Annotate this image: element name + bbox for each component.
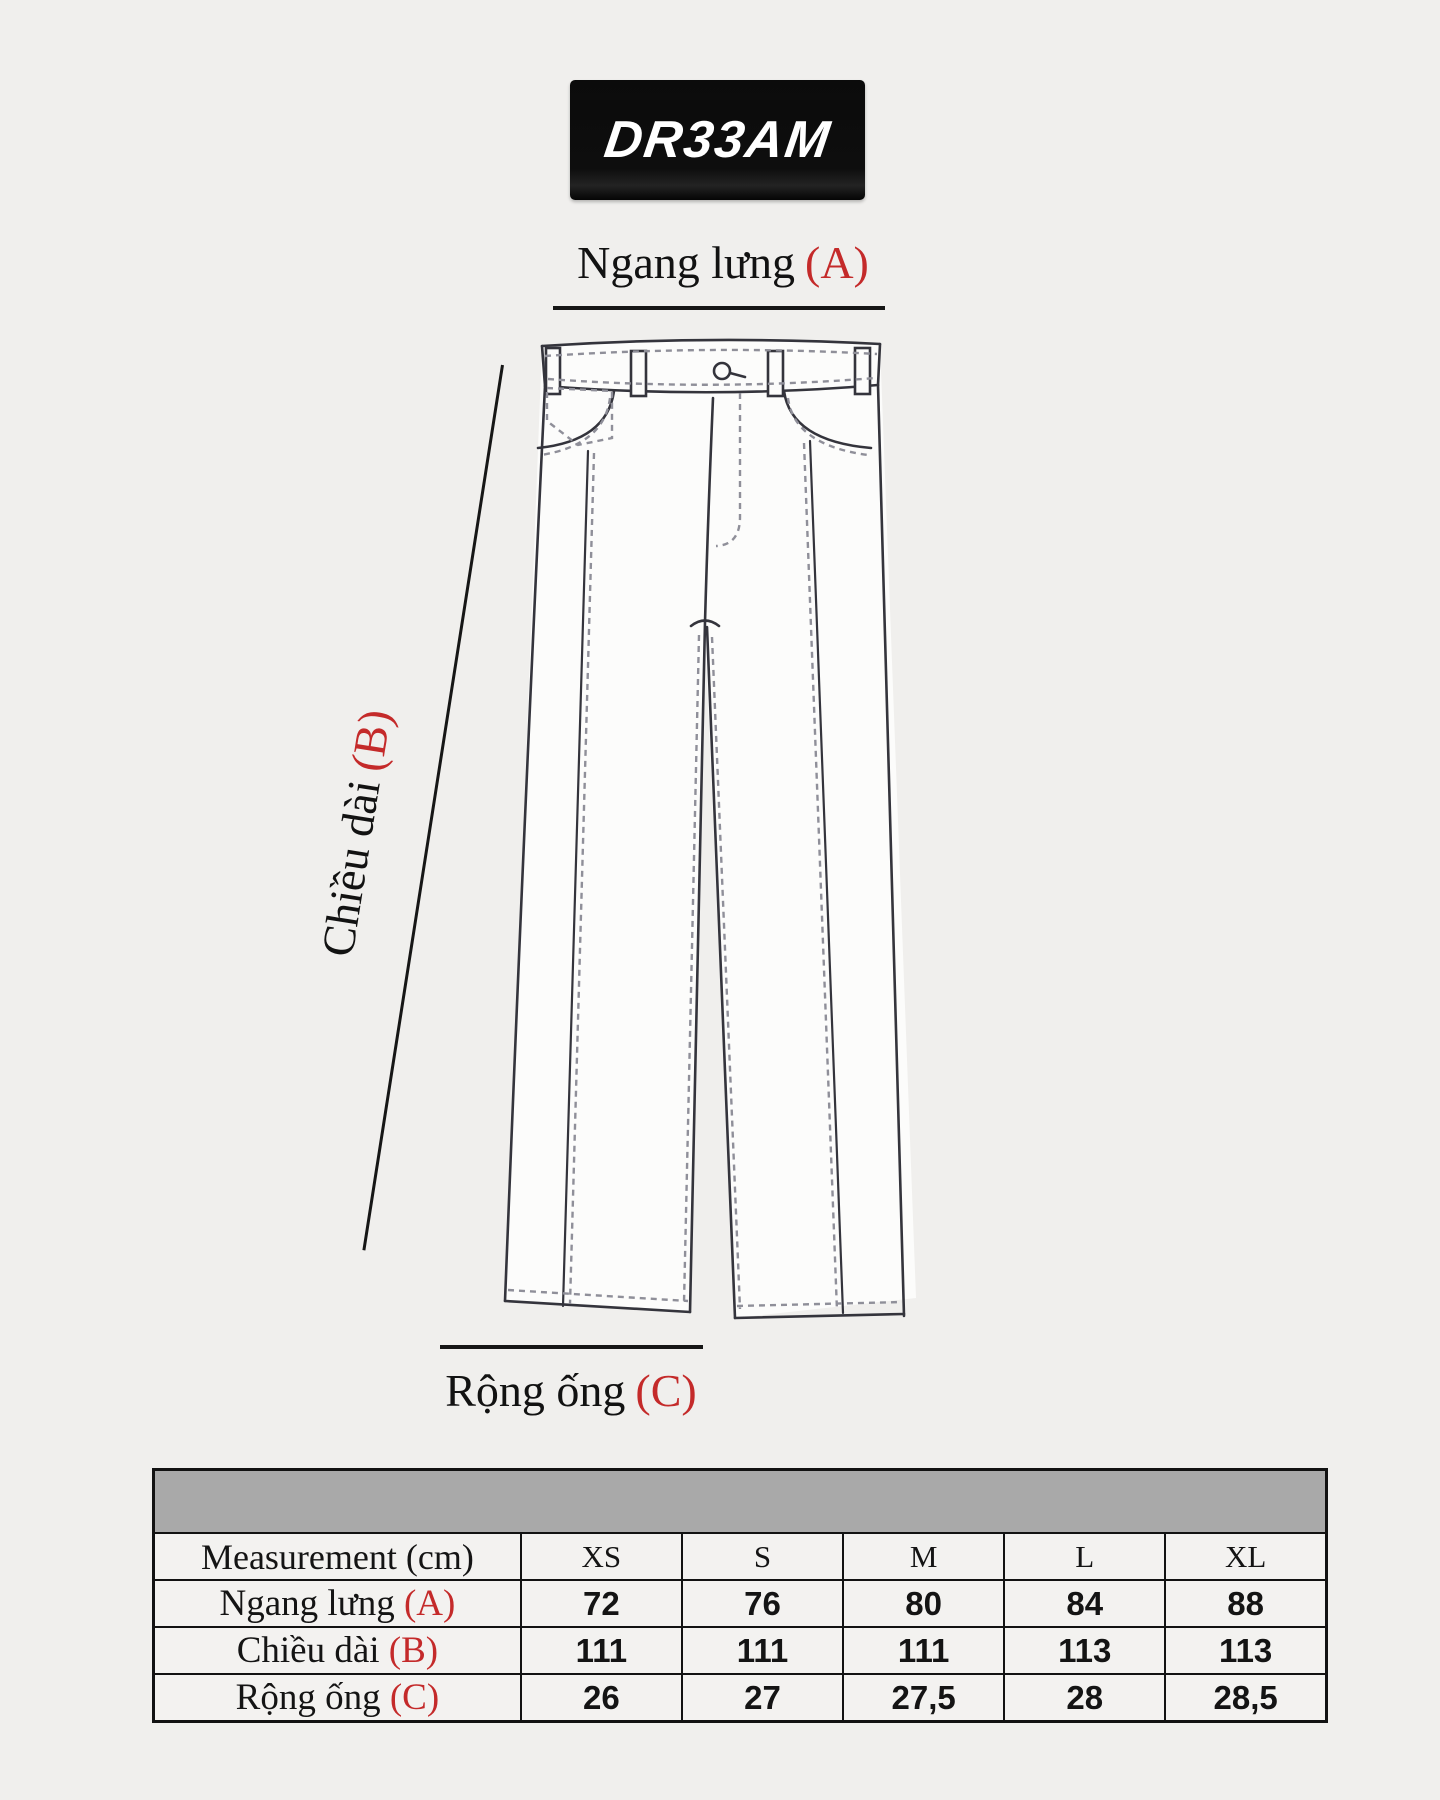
brand-logo-text: DR33AM bbox=[600, 111, 835, 169]
value-cell: 28,5 bbox=[1165, 1674, 1326, 1722]
value-cell: 26 bbox=[521, 1674, 682, 1722]
size-header-cell: XL bbox=[1165, 1533, 1326, 1580]
value-cell: 27,5 bbox=[843, 1674, 1004, 1722]
value-cell: 113 bbox=[1165, 1627, 1326, 1674]
row-label-text: Rộng ống bbox=[235, 1677, 381, 1718]
leg-opening-dimension-label bbox=[445, 1366, 697, 1417]
value-cell: 76 bbox=[682, 1580, 843, 1627]
table-size-header-row bbox=[154, 1533, 1327, 1580]
value-cell: 72 bbox=[521, 1580, 682, 1627]
length-label-text: Chiều dài bbox=[311, 776, 390, 960]
row-label-cell bbox=[154, 1627, 521, 1674]
row-label-text: Chiều dài bbox=[236, 1630, 380, 1671]
value-cell: 113 bbox=[1004, 1627, 1165, 1674]
value-cell: 111 bbox=[521, 1627, 682, 1674]
waist-dimension-label bbox=[577, 238, 869, 289]
value-cell: 111 bbox=[682, 1627, 843, 1674]
brand-logo bbox=[570, 80, 865, 200]
size-header-cell: S bbox=[682, 1533, 843, 1580]
table-row-length bbox=[154, 1627, 1327, 1674]
row-label-code: (C) bbox=[389, 1677, 440, 1718]
table-row-waist bbox=[154, 1580, 1327, 1627]
value-cell: 111 bbox=[843, 1627, 1004, 1674]
pants-technical-drawing bbox=[488, 335, 928, 1325]
leg-opening-code: (C) bbox=[635, 1365, 697, 1416]
size-header-cell: XS bbox=[521, 1533, 682, 1580]
row-label-code: (A) bbox=[403, 1583, 456, 1624]
value-cell: 80 bbox=[843, 1580, 1004, 1627]
value-cell: 84 bbox=[1004, 1580, 1165, 1627]
size-table bbox=[152, 1468, 1328, 1723]
leg-opening-label-text: Rộng ống bbox=[445, 1365, 626, 1416]
table-row-leg-opening bbox=[154, 1674, 1327, 1722]
waist-dimension-line bbox=[553, 306, 885, 310]
value-cell: 88 bbox=[1165, 1580, 1326, 1627]
belt-loop-icon bbox=[768, 351, 783, 396]
table-header-band-row bbox=[154, 1470, 1327, 1534]
row-label-text: Ngang lưng bbox=[219, 1583, 395, 1624]
belt-loop-icon bbox=[631, 351, 646, 396]
row-label-code: (B) bbox=[388, 1630, 439, 1671]
waist-code: (A) bbox=[805, 237, 869, 288]
belt-loop-icon bbox=[855, 348, 870, 394]
measurement-header-cell: Measurement (cm) bbox=[154, 1533, 521, 1580]
waist-label-text: Ngang lưng bbox=[577, 237, 795, 288]
size-header-cell: M bbox=[843, 1533, 1004, 1580]
length-code: (B) bbox=[340, 705, 401, 775]
row-label-cell bbox=[154, 1674, 521, 1722]
value-cell: 27 bbox=[682, 1674, 843, 1722]
table-header-band bbox=[154, 1470, 1327, 1534]
value-cell: 28 bbox=[1004, 1674, 1165, 1722]
row-label-cell bbox=[154, 1580, 521, 1627]
leg-opening-dimension-line bbox=[440, 1345, 703, 1349]
size-header-cell: L bbox=[1004, 1533, 1165, 1580]
length-dimension-label bbox=[313, 706, 402, 960]
